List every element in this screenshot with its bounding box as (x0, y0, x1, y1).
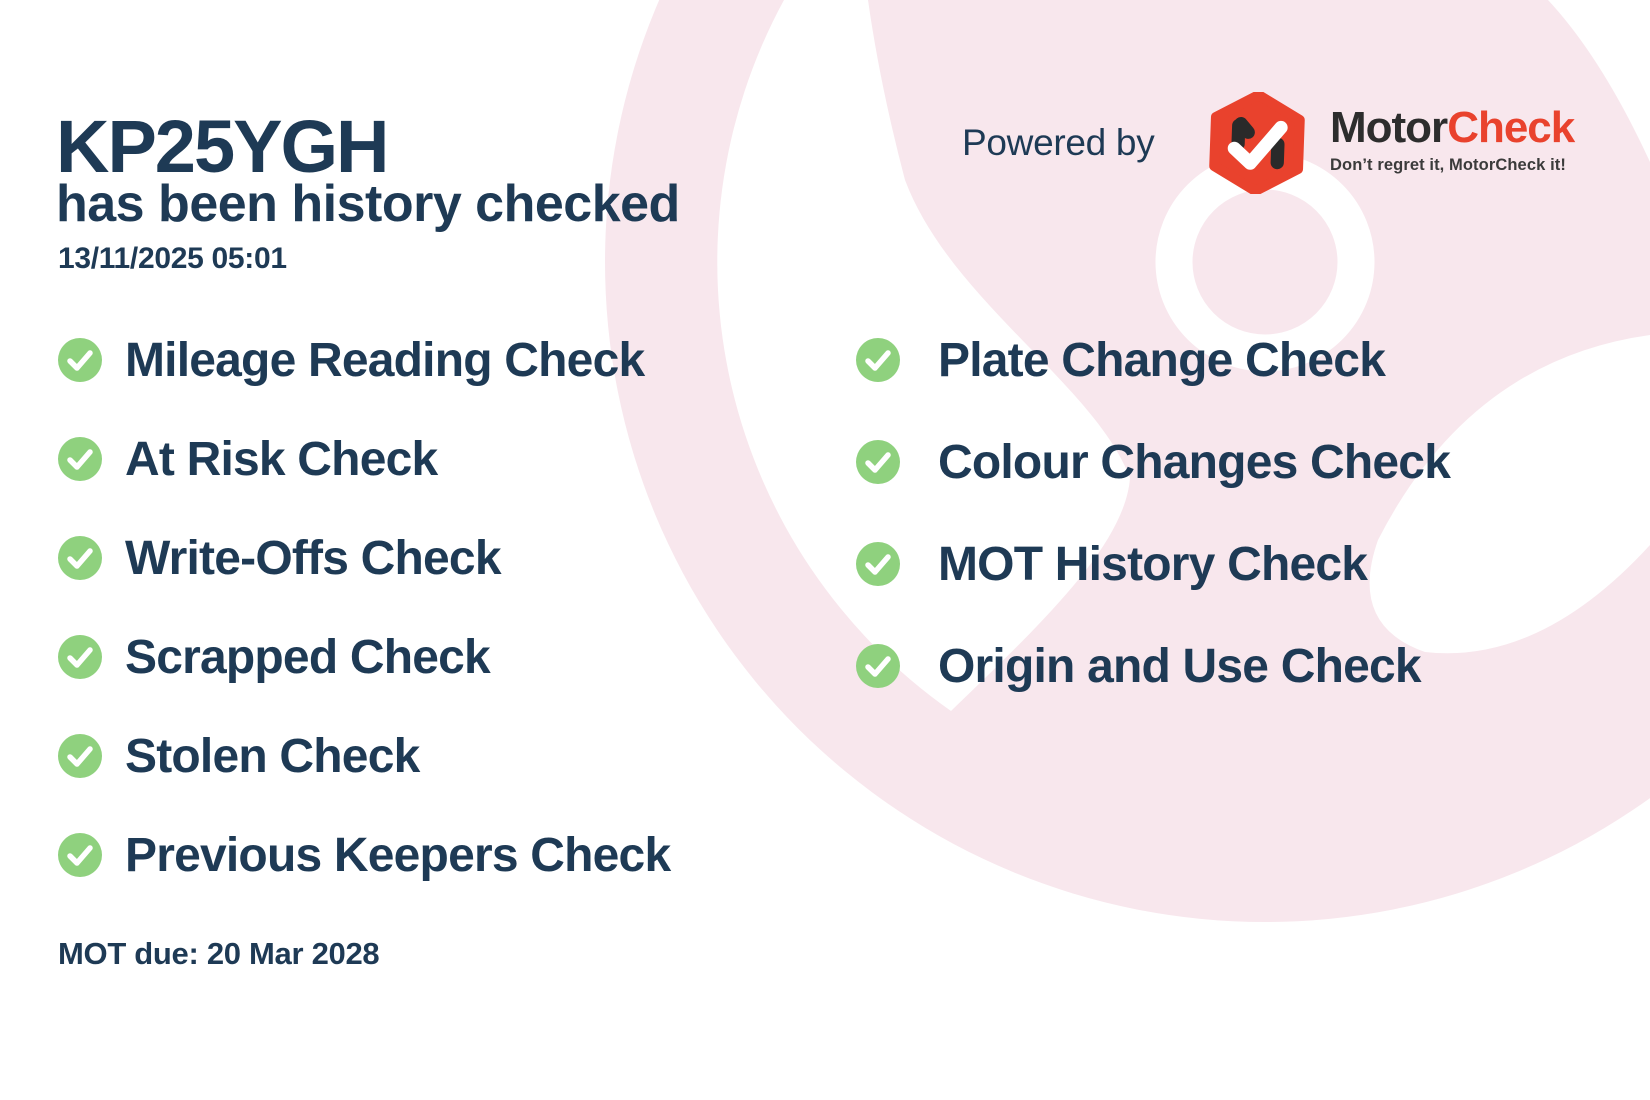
brand-name-motor: Motor (1330, 103, 1448, 152)
powered-by-label: Powered by (962, 122, 1155, 163)
motorcheck-hexagon-check-icon (1204, 92, 1310, 194)
check-timestamp: 13/11/2025 05:01 (58, 242, 287, 275)
check-list-item (58, 335, 644, 385)
check-item-label: Write-Offs Check (125, 531, 501, 585)
check-item-label: Origin and Use Check (938, 639, 1421, 693)
check-list-item (58, 731, 419, 781)
check-list-item (856, 641, 1421, 691)
page-subtitle: has been history checked (56, 175, 680, 233)
check-circle-icon (856, 440, 900, 484)
check-circle-icon (58, 734, 102, 778)
check-list-item (58, 533, 501, 583)
brand-name-check: Check (1447, 103, 1575, 152)
check-item-label: Previous Keepers Check (125, 828, 671, 882)
check-item-label: Stolen Check (125, 729, 420, 783)
check-item-label: At Risk Check (125, 432, 438, 486)
check-circle-icon (58, 833, 102, 877)
check-circle-icon (58, 635, 102, 679)
check-circle-icon (58, 536, 102, 580)
check-circle-icon (58, 338, 102, 382)
check-list-item (856, 437, 1450, 487)
check-item-label: Plate Change Check (938, 333, 1386, 387)
check-list-item (856, 335, 1385, 385)
check-list-item (856, 539, 1367, 589)
check-list-item (58, 632, 490, 682)
check-item-label: Mileage Reading Check (125, 333, 645, 387)
brand-name (1330, 103, 1575, 152)
check-circle-icon (856, 338, 900, 382)
check-circle-icon (856, 542, 900, 586)
brand-tagline: Don’t regret it, MotorCheck it! (1330, 156, 1566, 174)
check-item-label: Colour Changes Check (938, 435, 1451, 489)
check-item-label: Scrapped Check (125, 630, 490, 684)
mot-due-label: MOT due: 20 Mar 2028 (58, 936, 380, 971)
page-title-plate: KP25YGH (56, 105, 388, 188)
check-circle-icon (58, 437, 102, 481)
check-circle-icon (856, 644, 900, 688)
check-item-label: MOT History Check (938, 537, 1368, 591)
check-list-item (58, 830, 670, 880)
check-list-item (58, 434, 437, 484)
